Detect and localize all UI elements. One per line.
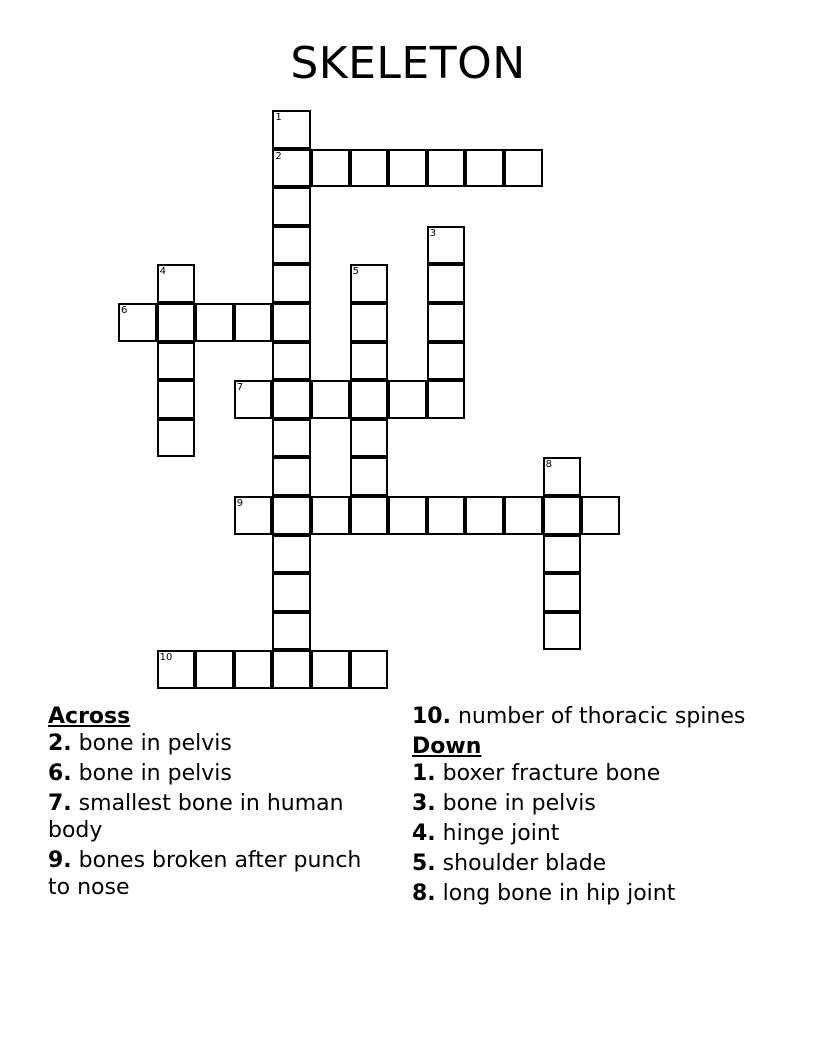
clue-text: boxer fracture bone bbox=[442, 761, 661, 786]
grid-cell[interactable] bbox=[350, 149, 389, 188]
clue-text: long bone in hip joint bbox=[442, 881, 676, 906]
clue-text: smallest bone in human body bbox=[48, 791, 344, 843]
grid-cell[interactable] bbox=[234, 650, 273, 689]
grid-cell[interactable] bbox=[543, 535, 582, 574]
grid-cell[interactable] bbox=[272, 573, 311, 612]
grid-cell[interactable] bbox=[388, 496, 427, 535]
grid-cell[interactable] bbox=[272, 342, 311, 381]
grid-cell[interactable] bbox=[157, 650, 196, 689]
grid-cell[interactable] bbox=[427, 342, 466, 381]
clue-text: bone in pelvis bbox=[78, 731, 232, 756]
grid-cell[interactable] bbox=[427, 149, 466, 188]
grid-cell[interactable] bbox=[427, 226, 466, 265]
clue-number: 2. bbox=[48, 731, 72, 756]
grid-cell[interactable] bbox=[350, 303, 389, 342]
grid-cell[interactable] bbox=[350, 457, 389, 496]
clue-text: hinge joint bbox=[442, 821, 560, 846]
clue-number: 1. bbox=[412, 761, 436, 786]
grid-cell[interactable] bbox=[157, 264, 196, 303]
grid-cell[interactable] bbox=[350, 342, 389, 381]
grid-cell[interactable] bbox=[543, 496, 582, 535]
grid-cell[interactable] bbox=[195, 650, 234, 689]
grid-cell[interactable] bbox=[157, 303, 196, 342]
grid-cell[interactable] bbox=[272, 457, 311, 496]
grid-cell[interactable] bbox=[388, 149, 427, 188]
cell-number: 3 bbox=[429, 227, 437, 239]
across-heading: Across bbox=[48, 704, 131, 729]
down-clue-4 bbox=[412, 820, 752, 847]
grid-cell[interactable] bbox=[543, 573, 582, 612]
cell-number: 10 bbox=[159, 652, 173, 664]
grid-cell[interactable] bbox=[427, 264, 466, 303]
grid-cell[interactable] bbox=[157, 342, 196, 381]
grid-cell[interactable] bbox=[388, 380, 427, 419]
clue-number: 4. bbox=[412, 821, 436, 846]
grid-cell[interactable] bbox=[272, 419, 311, 458]
grid-cell[interactable] bbox=[350, 419, 389, 458]
grid-cell[interactable] bbox=[157, 419, 196, 458]
grid-cell[interactable] bbox=[427, 496, 466, 535]
grid-cell[interactable] bbox=[272, 303, 311, 342]
clue-number: 6. bbox=[48, 761, 72, 786]
grid-cell[interactable] bbox=[234, 496, 273, 535]
grid-cell[interactable] bbox=[465, 149, 504, 188]
grid-cell[interactable] bbox=[504, 496, 543, 535]
across-clue-7 bbox=[48, 790, 388, 844]
clue-text: bones broken after punch to nose bbox=[48, 848, 362, 900]
grid-cell[interactable] bbox=[272, 226, 311, 265]
grid-cell[interactable] bbox=[272, 496, 311, 535]
cell-number: 8 bbox=[545, 459, 552, 471]
grid-cell[interactable] bbox=[272, 264, 311, 303]
grid-cell[interactable] bbox=[311, 380, 350, 419]
grid-cell[interactable] bbox=[350, 496, 389, 535]
clue-number: 3. bbox=[412, 791, 436, 816]
grid-cell[interactable] bbox=[465, 496, 504, 535]
grid-cell[interactable] bbox=[504, 149, 543, 188]
down-clue-3 bbox=[412, 790, 752, 817]
grid-cell[interactable] bbox=[272, 650, 311, 689]
grid-cell[interactable] bbox=[350, 380, 389, 419]
grid-cell[interactable] bbox=[272, 110, 311, 149]
clue-number: 8. bbox=[412, 881, 436, 906]
grid-cell[interactable] bbox=[272, 380, 311, 419]
clue-text: shoulder blade bbox=[442, 851, 607, 876]
down-heading: Down bbox=[412, 734, 482, 759]
grid-cell[interactable] bbox=[272, 149, 311, 188]
grid-cell[interactable] bbox=[272, 612, 311, 651]
cell-number: 9 bbox=[236, 498, 244, 509]
grid-cell[interactable] bbox=[427, 380, 466, 419]
across-clue-2 bbox=[48, 730, 388, 757]
grid-cell[interactable] bbox=[543, 457, 582, 496]
grid-cell[interactable] bbox=[118, 303, 157, 342]
cell-number: 5 bbox=[352, 266, 359, 278]
grid-cell[interactable] bbox=[350, 264, 389, 303]
clue-text: bone in pelvis bbox=[78, 761, 232, 786]
grid-cell[interactable] bbox=[311, 496, 350, 535]
cell-number: 6 bbox=[121, 305, 128, 316]
across-clue-9 bbox=[48, 847, 388, 901]
cell-number: 1 bbox=[275, 112, 282, 123]
clue-number: 10. bbox=[412, 704, 451, 729]
grid-cell[interactable] bbox=[350, 650, 389, 689]
grid-cell[interactable] bbox=[311, 650, 350, 689]
down-clue-5 bbox=[412, 850, 752, 877]
down-clue-8 bbox=[412, 880, 752, 907]
clue-text: bone in pelvis bbox=[442, 791, 596, 816]
grid-cell[interactable] bbox=[157, 380, 196, 419]
clue-number: 7. bbox=[48, 791, 72, 816]
down-clue-1 bbox=[412, 760, 752, 787]
grid-cell[interactable] bbox=[272, 535, 311, 574]
cell-number: 7 bbox=[236, 382, 244, 394]
grid-cell[interactable] bbox=[311, 149, 350, 188]
grid-cell[interactable] bbox=[234, 380, 273, 419]
grid-cell[interactable] bbox=[427, 303, 466, 342]
puzzle-title: SKELETON bbox=[290, 38, 526, 89]
across-clue-10 bbox=[412, 703, 752, 730]
clue-text: number of thoracic spines bbox=[457, 704, 746, 729]
grid-cell[interactable] bbox=[195, 303, 234, 342]
cell-number: 4 bbox=[159, 266, 166, 278]
grid-cell[interactable] bbox=[543, 612, 582, 651]
clues-right-column bbox=[412, 703, 752, 910]
grid-cell[interactable] bbox=[272, 187, 311, 226]
clue-number: 5. bbox=[412, 851, 436, 876]
grid-cell[interactable] bbox=[234, 303, 273, 342]
clues-left-column bbox=[48, 703, 388, 904]
clue-number: 9. bbox=[48, 848, 72, 873]
grid-cell[interactable] bbox=[581, 496, 620, 535]
across-clue-6 bbox=[48, 760, 388, 787]
cell-number: 2 bbox=[275, 150, 282, 162]
